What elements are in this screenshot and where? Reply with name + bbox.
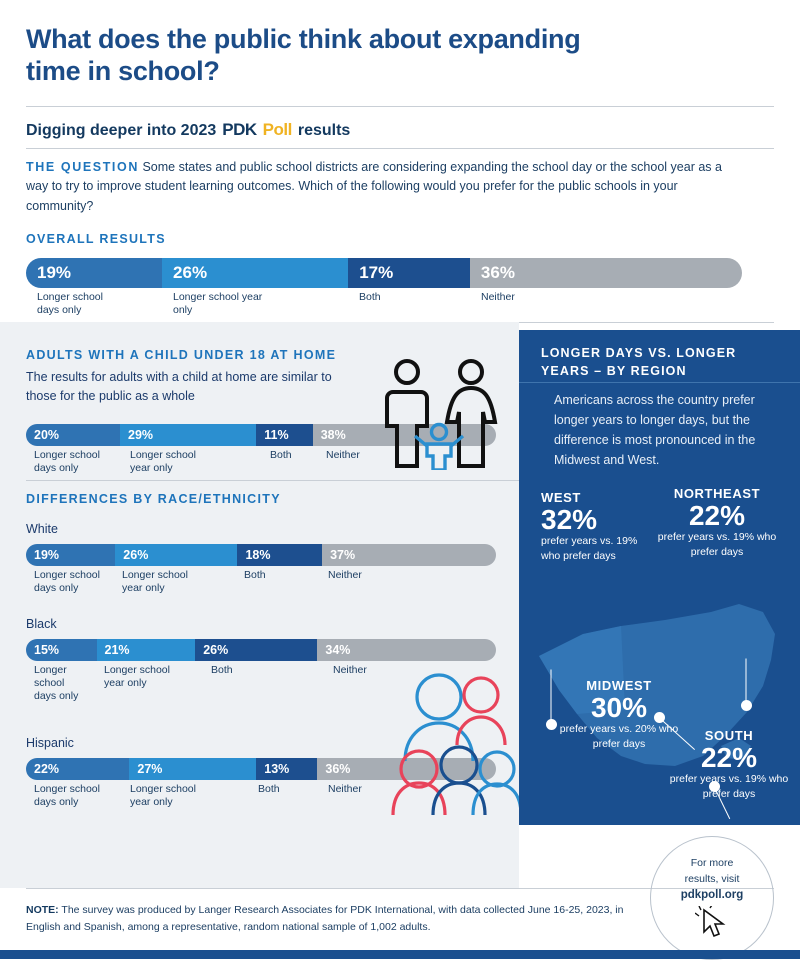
bar-segment-both: 18% (237, 544, 322, 566)
bar-segment-days: 22% (26, 758, 129, 780)
bar-segment-year: 27% (129, 758, 256, 780)
bar-segment-year: 21% (97, 639, 196, 661)
bar-label-year: Longer school year only (130, 448, 196, 474)
region-sub-south: prefer years vs. 19% who prefer days (669, 773, 789, 800)
race-label-black: Black (26, 617, 57, 631)
students-icon (383, 665, 523, 815)
pdk-logo-text: PDK (222, 120, 257, 139)
footnote (26, 902, 626, 936)
region-sub-midwest: prefer years vs. 20% who prefer days (559, 723, 679, 750)
region-pct-northeast: 22% (688, 500, 746, 531)
bar-label-neither: Neither (328, 783, 362, 795)
subheading-prefix: Digging deeper into 2023 (26, 122, 217, 139)
cursor-icon (695, 906, 729, 940)
bar-segment-both: 17% (348, 258, 470, 288)
bar-segment-neither: 38% (313, 424, 496, 446)
divider-2 (26, 148, 774, 149)
bar-segment-neither: 34% (317, 639, 496, 661)
leader-line-northeast (746, 659, 747, 701)
race-label-hispanic: Hispanic (26, 736, 74, 750)
region-pct-south: 22% (700, 742, 758, 773)
region-name-west: WEST (541, 490, 581, 505)
region-panel-divider (519, 382, 800, 383)
more-results-badge[interactable] (650, 836, 774, 960)
family-icon (371, 358, 499, 470)
bar-label-days: Longer school days only (37, 291, 103, 317)
question-label: THE QUESTION (26, 160, 139, 174)
bar-segment-days: 20% (26, 424, 120, 446)
bottom-accent-bar (0, 950, 800, 959)
region-block-south (669, 728, 789, 801)
overall-results-title: OVERALL RESULTS (26, 232, 166, 246)
bar-segment-days: 19% (26, 544, 115, 566)
bar-label-both: Both (211, 664, 233, 676)
region-name-midwest: MIDWEST (586, 678, 652, 693)
region-panel (519, 330, 800, 825)
bar-label-year: Longer school year only (104, 664, 170, 690)
bar-label-neither: Neither (481, 291, 515, 303)
subheading (26, 120, 350, 140)
bar-segment-both: 13% (256, 758, 317, 780)
cta-site-link[interactable]: pdkpoll.org (680, 888, 744, 901)
bar-segment-days: 15% (26, 639, 97, 661)
bar-segment-year: 29% (120, 424, 256, 446)
subheading-suffix: results (297, 122, 351, 139)
bar-segment-both: 26% (195, 639, 317, 661)
leader-line-west (551, 670, 552, 720)
region-name-south: SOUTH (704, 728, 754, 743)
divider-1 (26, 106, 774, 107)
bar-label-both: Both (359, 291, 381, 303)
footnote-label: NOTE: (26, 904, 59, 916)
question-text: Some states and public school districts are considering expanding the school day or the school year as a way to try to improve student learning outcomes. Which of the following would you prefer for the public schools in your community? (26, 160, 722, 213)
region-panel-intro: Americans across the country prefer longer years to longer days, but the difference is most pronounced in the Midwest and West. (554, 393, 756, 467)
region-name-northeast: NORTHEAST (673, 486, 761, 501)
region-sub-northeast: prefer years vs. 19% who prefer days (657, 531, 777, 558)
white-results-bar (26, 544, 496, 599)
bar-label-neither: Neither (326, 448, 360, 461)
region-block-west (541, 490, 651, 563)
poll-logo-text: Poll (262, 120, 292, 139)
bar-label-both: Both (258, 783, 280, 795)
question-block (26, 158, 738, 216)
race-label-white: White (26, 522, 58, 536)
bar-segment-year: 26% (115, 544, 237, 566)
bar-label-days: Longer school days only (34, 664, 79, 703)
bar-segment-neither: 36% (470, 258, 742, 288)
overall-results-bar (26, 258, 742, 321)
bar-label-days: Longer school days only (34, 783, 100, 809)
bar-label-year: Longer school year only (130, 783, 196, 809)
bar-label-year: Longer school year only (122, 569, 188, 595)
bar-label-days: Longer school days only (34, 569, 100, 595)
region-pct-midwest: 30% (590, 692, 648, 723)
bar-label-days: Longer school days only (34, 448, 100, 474)
bar-label-year: Longer school year only (173, 291, 263, 317)
page-title: What does the public think about expanding time in school? (26, 24, 581, 86)
bar-label-neither: Neither (328, 569, 362, 581)
bar-segment-neither: 36% (317, 758, 496, 780)
region-pct-west: 32% (541, 504, 598, 535)
map-dot-northeast (741, 700, 752, 711)
bar-segment-year: 26% (162, 258, 348, 288)
race-section-title: DIFFERENCES BY RACE/ETHNICITY (26, 492, 281, 506)
bar-segment-neither: 37% (322, 544, 496, 566)
region-block-midwest (554, 678, 684, 751)
child-section-note: The results for adults with a child at home are similar to those for the public as a whole (26, 370, 332, 403)
region-block-northeast (652, 486, 782, 559)
bar-label-both: Both (270, 448, 292, 461)
footnote-text: The survey was produced by Langer Research Associates for PDK International, with data collected June 16-25, 2023, in English and Spanish, among a representative, random national sample of 1,002 adults. (26, 904, 624, 933)
bar-label-both: Both (244, 569, 266, 581)
child-section-title: ADULTS WITH A CHILD UNDER 18 AT HOME (26, 348, 337, 362)
bar-label-neither: Neither (333, 664, 367, 676)
cta-line-1: For more (690, 857, 734, 870)
bar-segment-both: 11% (256, 424, 312, 446)
bar-segment-days: 19% (26, 258, 162, 288)
region-sub-west: prefer years vs. 19% who prefer days (541, 535, 638, 562)
race-group-white (26, 522, 496, 599)
region-panel-title: LONGER DAYS VS. LONGER YEARS – BY REGION (541, 346, 737, 379)
overall-results-section (26, 232, 742, 321)
cta-line-2: results, visit (684, 872, 740, 885)
